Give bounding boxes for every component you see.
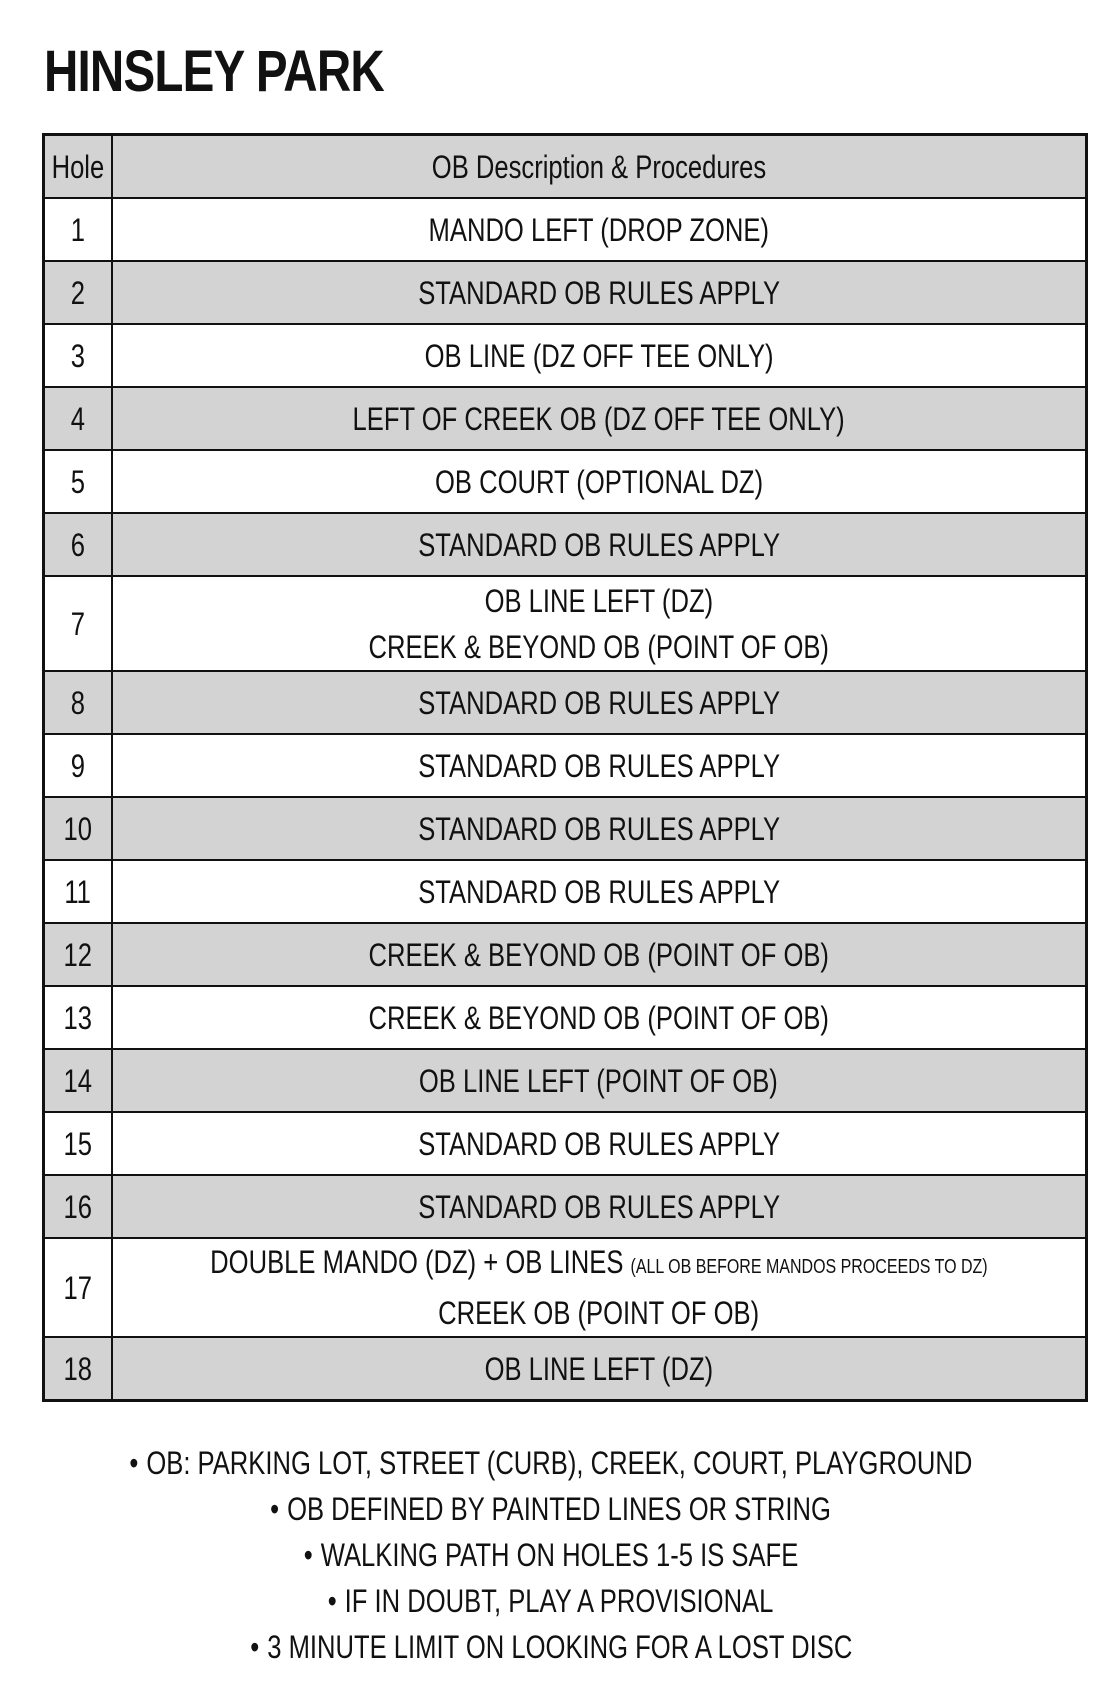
hole-number: 18 — [44, 1337, 112, 1401]
table-row — [44, 986, 1087, 1049]
ob-description — [112, 1049, 1086, 1112]
ob-rules-table — [42, 133, 1088, 1402]
ob-description — [112, 1337, 1086, 1401]
hole-number: 15 — [44, 1112, 112, 1175]
ob-description — [112, 576, 1086, 671]
hole-number: 1 — [44, 198, 112, 261]
table-row — [44, 1238, 1087, 1337]
note-item: • OB: PARKING LOT, STREET (CURB), CREEK, COURT, PLAYGROUND — [0, 1440, 1102, 1486]
ob-description — [112, 1175, 1086, 1238]
hole-number: 14 — [44, 1049, 112, 1112]
hole-number: 11 — [44, 860, 112, 923]
description-line: STANDARD OB RULES APPLY — [417, 810, 780, 847]
description-line: STANDARD OB RULES APPLY — [417, 684, 780, 721]
column-header-description: OB Description & Procedures — [112, 135, 1086, 199]
table-row — [44, 576, 1087, 671]
description-line: OB LINE LEFT (DZ) — [484, 1350, 713, 1387]
ob-description — [112, 261, 1086, 324]
table-row — [44, 1175, 1087, 1238]
ob-description — [112, 1238, 1086, 1337]
bullet-icon: • — [270, 1491, 280, 1527]
table-row — [44, 387, 1087, 450]
table-row — [44, 261, 1087, 324]
ob-description — [112, 1112, 1086, 1175]
note-item: • IF IN DOUBT, PLAY A PROVISIONAL — [0, 1578, 1102, 1624]
table-row — [44, 324, 1087, 387]
hole-number: 2 — [44, 261, 112, 324]
description-line: CREEK & BEYOND OB (POINT OF OB) — [368, 628, 829, 665]
description-line: OB COURT (OPTIONAL DZ) — [434, 463, 763, 500]
description-line: OB LINE LEFT (DZ) — [484, 582, 713, 619]
note-item: • OB DEFINED BY PAINTED LINES OR STRING — [0, 1486, 1102, 1532]
ob-description — [112, 860, 1086, 923]
table-header-row — [44, 135, 1087, 199]
hole-number: 10 — [44, 797, 112, 860]
notes-list — [0, 1440, 1102, 1670]
ob-description — [112, 986, 1086, 1049]
ob-description — [112, 513, 1086, 576]
hole-number: 9 — [44, 734, 112, 797]
table-row — [44, 797, 1087, 860]
table-row — [44, 734, 1087, 797]
description-line: CREEK & BEYOND OB (POINT OF OB) — [368, 936, 829, 973]
hole-number: 7 — [44, 576, 112, 671]
description-line: LEFT OF CREEK OB (DZ OFF TEE ONLY) — [352, 400, 845, 437]
table-row — [44, 1337, 1087, 1401]
table-row — [44, 513, 1087, 576]
ob-description — [112, 797, 1086, 860]
table-row — [44, 671, 1087, 734]
table-row — [44, 1049, 1087, 1112]
bullet-icon: • — [249, 1629, 259, 1665]
description-line: STANDARD OB RULES APPLY — [417, 1125, 780, 1162]
table-row — [44, 860, 1087, 923]
hole-number: 5 — [44, 450, 112, 513]
description-line: STANDARD OB RULES APPLY — [417, 1188, 780, 1225]
description-line: STANDARD OB RULES APPLY — [417, 274, 780, 311]
ob-description — [112, 324, 1086, 387]
hole-number: 12 — [44, 923, 112, 986]
hole-number: 16 — [44, 1175, 112, 1238]
bullet-icon: • — [129, 1445, 139, 1481]
ob-description — [112, 450, 1086, 513]
table-row — [44, 198, 1087, 261]
hole-number: 8 — [44, 671, 112, 734]
table-row — [44, 450, 1087, 513]
description-line: OB LINE (DZ OFF TEE ONLY) — [424, 337, 774, 374]
bullet-icon: • — [303, 1537, 313, 1573]
table-row — [44, 923, 1087, 986]
ob-description — [112, 923, 1086, 986]
description-line: MANDO LEFT (DROP ZONE) — [428, 211, 769, 248]
description-line: DOUBLE MANDO (DZ) + OB LINES (ALL OB BEFORE MANDOS PROCEEDS TO DZ) — [209, 1244, 988, 1280]
note-item: • 3 MINUTE LIMIT ON LOOKING FOR A LOST DISC — [0, 1624, 1102, 1670]
hole-number: 4 — [44, 387, 112, 450]
table-row — [44, 1112, 1087, 1175]
hole-number: 6 — [44, 513, 112, 576]
hole-number: 17 — [44, 1238, 112, 1337]
ob-description — [112, 198, 1086, 261]
description-line: CREEK & BEYOND OB (POINT OF OB) — [368, 999, 829, 1036]
ob-description — [112, 387, 1086, 450]
page-title: HINSLEY PARK — [44, 39, 384, 104]
description-line: OB LINE LEFT (POINT OF OB) — [419, 1062, 779, 1099]
note-item: • WALKING PATH ON HOLES 1-5 IS SAFE — [0, 1532, 1102, 1578]
description-note: (ALL OB BEFORE MANDOS PROCEEDS TO DZ) — [630, 1256, 988, 1278]
description-line: STANDARD OB RULES APPLY — [417, 526, 780, 563]
description-line: STANDARD OB RULES APPLY — [417, 747, 780, 784]
column-header-hole: Hole — [44, 135, 112, 199]
ob-description — [112, 671, 1086, 734]
description-line: CREEK OB (POINT OF OB) — [438, 1295, 760, 1331]
bullet-icon: • — [328, 1583, 338, 1619]
description-line: STANDARD OB RULES APPLY — [417, 873, 780, 910]
hole-number: 3 — [44, 324, 112, 387]
ob-description — [112, 734, 1086, 797]
hole-number: 13 — [44, 986, 112, 1049]
